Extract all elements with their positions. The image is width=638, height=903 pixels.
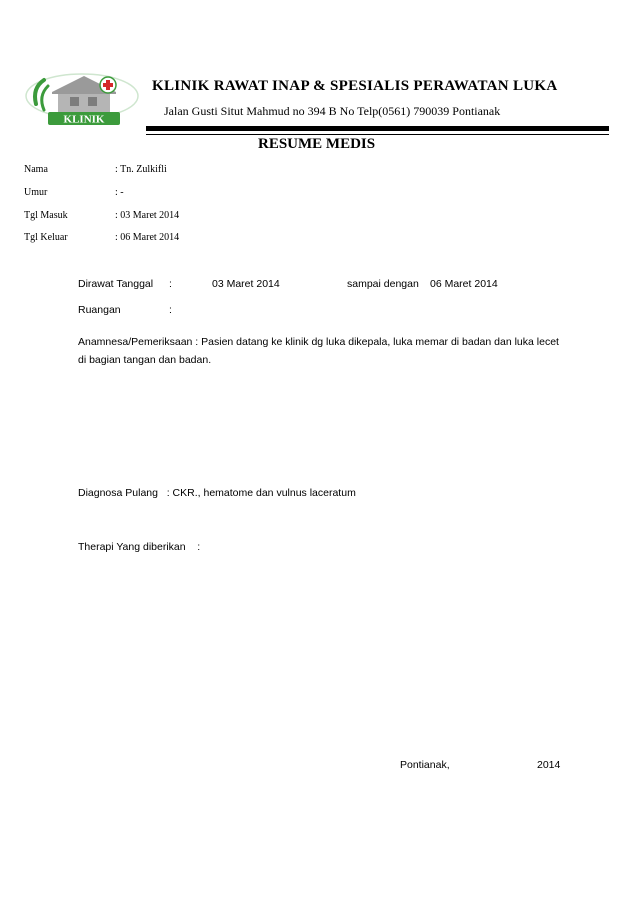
name-label: Nama	[24, 164, 48, 175]
care-start-date: 03 Maret 2014	[212, 278, 280, 290]
room-colon: :	[169, 304, 172, 316]
name-value: : Tn. Zulkifli	[115, 164, 167, 175]
clinic-name: KLINIK RAWAT INAP & SPESIALIS PERAWATAN LUKA	[152, 78, 558, 94]
anamnesa-text: Anamnesa/Pemeriksaan : Pasien datang ke klinik dg luka dikepala, luka memar di badan dan luka lecet di bagian tangan dan badan.	[78, 336, 559, 366]
care-dates-label: Dirawat Tanggal	[78, 278, 154, 290]
admission-date-value: : 03 Maret 2014	[115, 210, 180, 221]
header-rule-thin	[146, 134, 609, 135]
signature-place: Pontianak,	[400, 759, 450, 771]
discharge-date-value: : 06 Maret 2014	[115, 232, 180, 243]
header-rule	[146, 126, 609, 131]
care-end-date: 06 Maret 2014	[430, 278, 498, 290]
signature-year: 2014	[537, 759, 561, 771]
room-label: Ruangan	[78, 304, 121, 316]
care-dates-colon: :	[169, 278, 172, 290]
clinic-address: Jalan Gusti Situt Mahmud no 394 B No Telp(0561) 790039 Pontianak	[164, 104, 501, 118]
care-until-label: sampai dengan	[347, 278, 419, 290]
age-label: Umur	[24, 187, 48, 198]
clinic-logo	[22, 70, 145, 126]
discharge-date-label: Tgl Keluar	[24, 232, 68, 243]
age-value: : -	[115, 187, 124, 198]
admission-date-label: Tgl Masuk	[24, 210, 68, 221]
therapy-text: Therapi Yang diberikan :	[78, 541, 201, 553]
logo-text: KLINIK	[63, 113, 105, 126]
document-title: RESUME MEDIS	[258, 136, 376, 152]
diagnosis-text: Diagnosa Pulang : CKR., hematome dan vulnus laceratum	[78, 487, 356, 499]
